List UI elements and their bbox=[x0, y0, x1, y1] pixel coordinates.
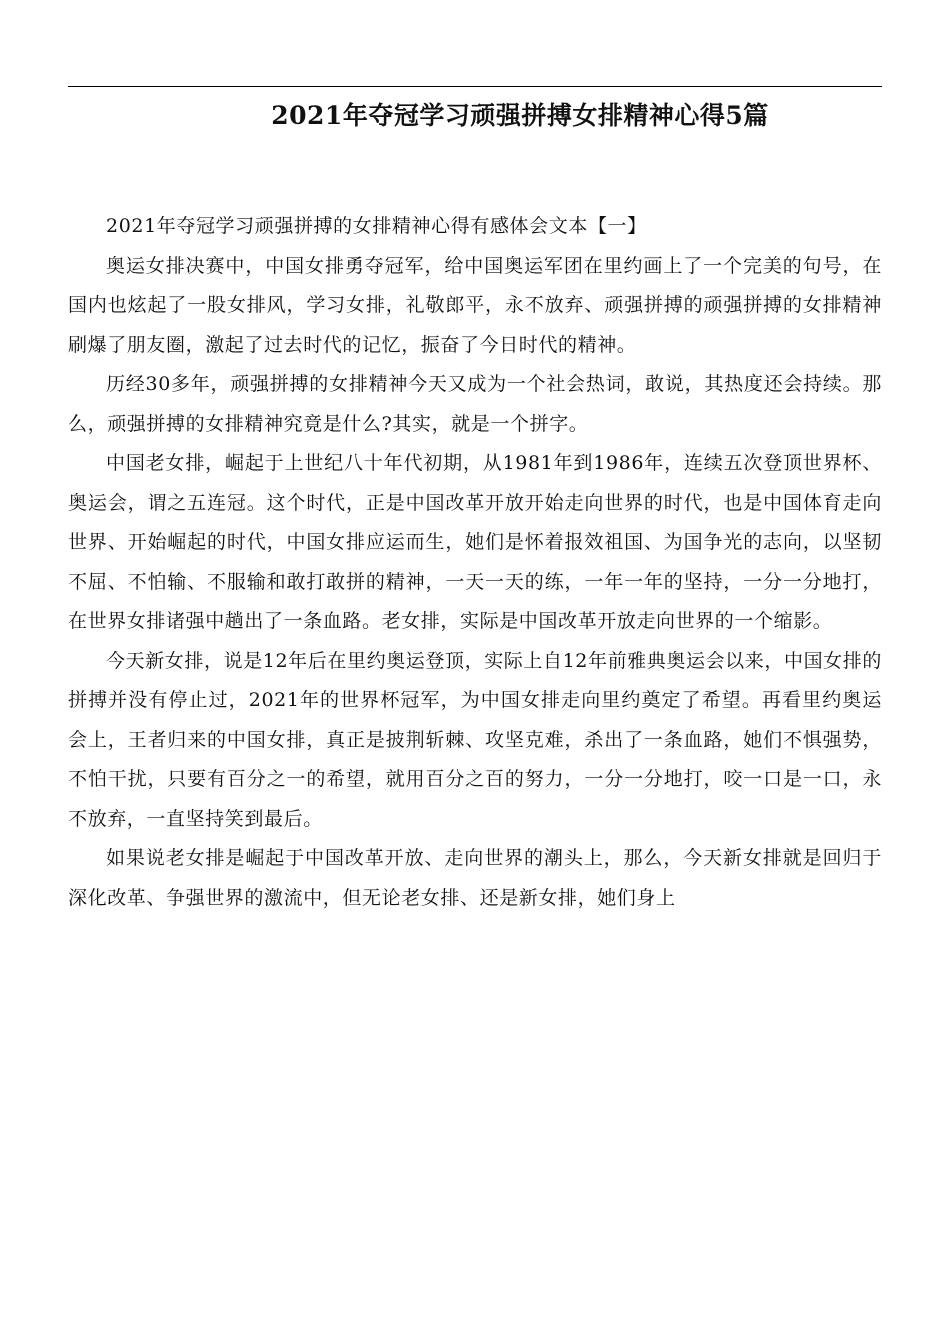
paragraph-1: 奥运女排决赛中，中国女排勇夺冠军，给中国奥运军团在里约画上了一个完美的句号，在国内也炫起了一股女排风，学习女排，礼敬郎平，永不放弃、顽强拼搏的顽强拼搏的女排精神刷爆了朋友圈，激起了过去时代的记忆，振奋了今日时代的精神。 bbox=[68, 254, 882, 356]
paragraph-3: 中国老女排，崛起于上世纪八十年代初期，从1981年到1986年，连续五次登顶世界杯、奥运会，谓之五连冠。这个时代，正是中国改革开放开始走向世界的时代，也是中国体育走向世界、开始崛起的时代，中国女排应运而生，她们是怀着报效祖国、为国争光的志向，以坚韧不屈、不怕输、不服输和敢打敢拼的精神，一天一天的练，一年一年的坚持，一分一分地打，在世界女排诸强中趟出了一条血路。老女排，实际是中国改革开放走向世界的一个缩影。 bbox=[68, 452, 882, 632]
document-body bbox=[68, 207, 882, 918]
paragraph-2: 历经30多年，顽强拼搏的女排精神今天又成为一个社会热词，敢说，其热度还会持续。那么，顽强拼搏的女排精神究竟是什么?其实，就是一个拼字。 bbox=[68, 373, 882, 435]
section-heading: 2021年夺冠学习顽强拼搏的女排精神心得有感体会文本【一】 bbox=[106, 215, 647, 237]
paragraph-5: 如果说老女排是崛起于中国改革开放、走向世界的潮头上，那么，今天新女排就是回归于深化改革、争强世界的激流中，但无论老女排、还是新女排，她们身上 bbox=[68, 847, 882, 909]
header-rule bbox=[68, 86, 882, 87]
document-title: 2021年夺冠学习顽强拼搏女排精神心得5篇 bbox=[271, 101, 769, 130]
paragraph-4: 今天新女排，说是12年后在里约奥运登顶，实际上自12年前雅典奥运会以来，中国女排的拼搏并没有停止过，2021年的世界杯冠军，为中国女排走向里约奠定了希望。再看里约奥运会上，王者归来的中国女排，真正是披荆斩棘、攻坚克难，杀出了一条血路，她们不惧强势，不怕干扰，只要有百分之一的希望，就用百分之百的努力，一分一分地打，咬一口是一口，永不放弃，一直坚持笑到最后。 bbox=[68, 649, 882, 830]
